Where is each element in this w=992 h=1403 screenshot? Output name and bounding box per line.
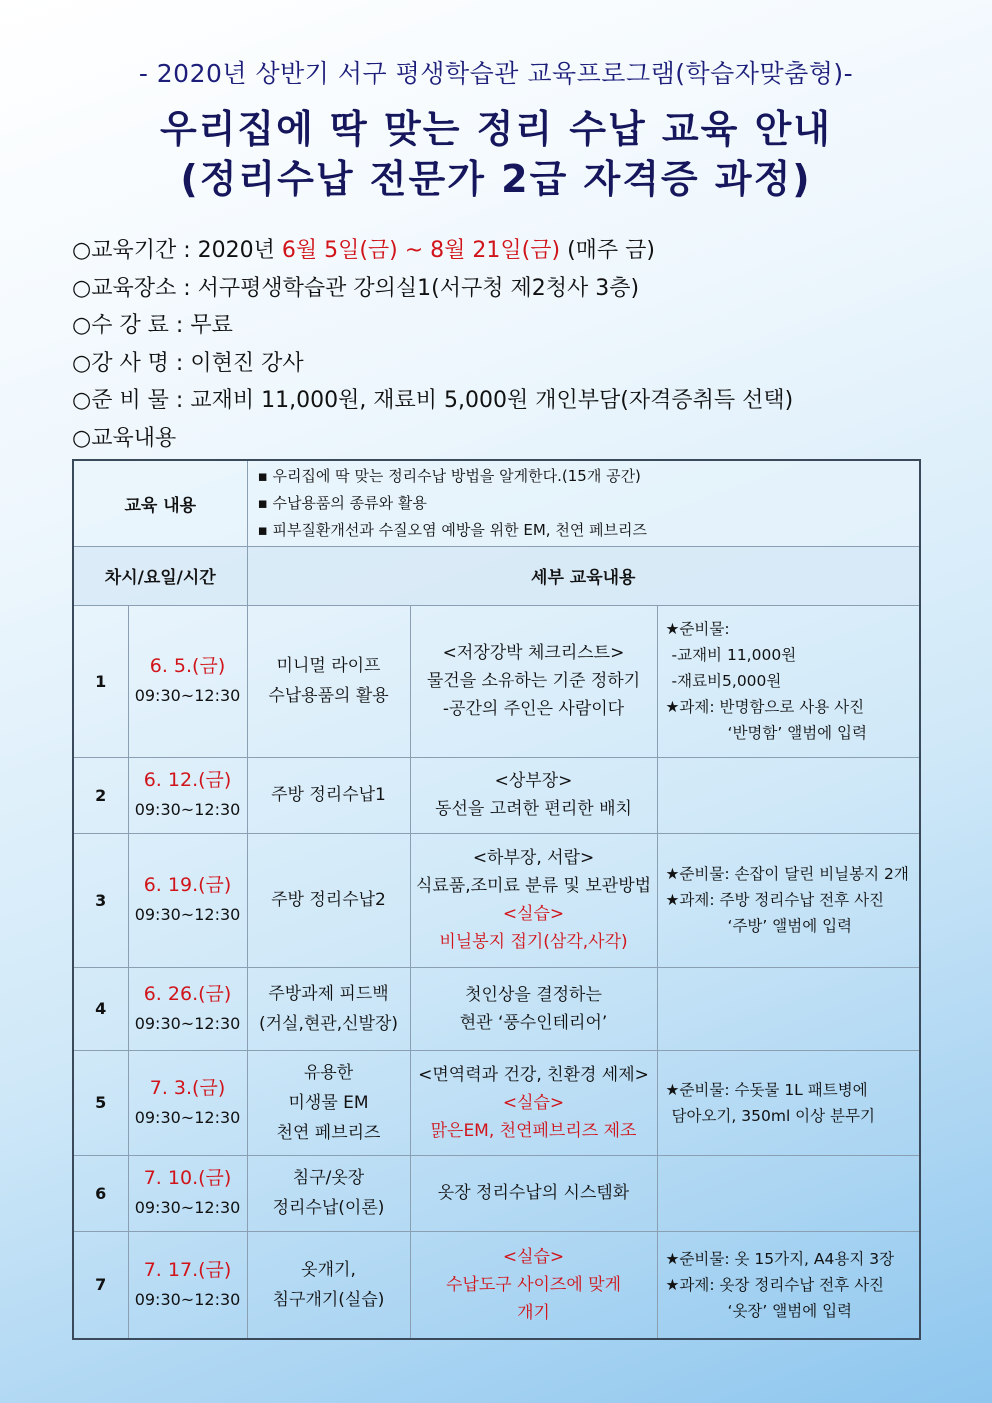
table-row xyxy=(73,1155,920,1231)
period-dates: 6월 5일(금) ~ 8월 21일(금) xyxy=(281,238,561,263)
practice-line: 수납도구 사이즈에 맞게 xyxy=(446,1274,622,1295)
session-number: 6 xyxy=(73,1155,128,1231)
prep-line: ★준비물: 옷 15가지, A4용지 3장 xyxy=(665,1249,895,1268)
session-prep xyxy=(657,1155,920,1231)
topic-line: 침구개기(실습) xyxy=(272,1289,385,1310)
info-list xyxy=(72,232,952,457)
table-row xyxy=(73,967,920,1050)
topic-line: 침구/옷장 xyxy=(292,1168,365,1188)
info-fee: ○수 강 료 : 무료 xyxy=(72,313,233,338)
detail-line: <저장강박 체크리스트> xyxy=(442,643,625,663)
session-date: 7. 10.(금) xyxy=(143,1167,232,1189)
practice-line: 비닐봉지 접기(삼각,사각) xyxy=(439,932,628,952)
topic-line: 정리수납(이론) xyxy=(272,1198,385,1218)
detail-line: <상부장> xyxy=(494,771,573,791)
topic-line: (거실,현관,신발장) xyxy=(259,1013,399,1034)
session-datetime xyxy=(128,967,247,1050)
practice-line: 맑은EM, 천연페브리즈 제조 xyxy=(430,1120,637,1141)
info-place: ○교육장소 : 서구평생학습관 강의실1(서구청 제2청사 3층) xyxy=(72,275,640,301)
page-title: 우리집에 딱 맞는 정리 수납 교육 안내 xyxy=(160,107,832,151)
content-bullet: ▪ 우리집에 딱 맞는 정리수납 방법을 알게한다.(15개 공간) xyxy=(258,463,920,490)
detail-line: 옷장 정리수납의 시스템화 xyxy=(437,1183,630,1203)
table-row xyxy=(73,605,920,757)
info-instructor: ○강 사 명 : 이현진 강사 xyxy=(72,350,304,376)
prep-line: ★준비물: xyxy=(665,620,730,638)
info-period: ○교육기간 : 2020년 6월 5일(금) ~ 8월 21일(금) (매주 금) xyxy=(72,238,656,263)
detail-line: 동선을 고려한 편리한 배치 xyxy=(435,799,632,819)
detail-line: 물건을 소유하는 기준 정하기 xyxy=(426,671,641,691)
session-number: 2 xyxy=(73,757,128,833)
subtitle: - 2020년 상반기 서구 평생학습관 교육프로그램(학습자맞춤형)- xyxy=(138,59,854,88)
session-detail xyxy=(410,1155,657,1231)
table-header-row xyxy=(73,546,920,605)
prep-line: ‘옷장’ 앨범에 입력 xyxy=(727,1301,853,1320)
prep-line: -재료비5,000원 xyxy=(671,672,782,690)
prep-line: ★준비물: 손잡이 달린 비닐봉지 2개 xyxy=(665,865,909,883)
session-detail xyxy=(410,1231,657,1339)
practice-line: <실습> xyxy=(502,1246,565,1267)
session-time: 09:30~12:30 xyxy=(134,686,241,705)
practice-line: <실습> xyxy=(502,1092,565,1113)
session-topic xyxy=(247,605,410,757)
session-number: 5 xyxy=(73,1050,128,1155)
topic-line: 주방과제 피드백 xyxy=(268,983,389,1004)
detail-line: <면역력과 건강, 친환경 세제> xyxy=(418,1064,649,1085)
prep-line: 담아오기, 350ml 이상 분무기 xyxy=(671,1106,875,1125)
session-prep xyxy=(657,1231,920,1339)
prep-line: -교재비 11,000원 xyxy=(671,646,797,664)
detail-line: 현관 ‘풍수인테리어’ xyxy=(459,1012,608,1033)
col-header-session: 차시/요일/시간 xyxy=(73,546,247,605)
session-detail xyxy=(410,967,657,1050)
session-detail xyxy=(410,757,657,833)
content-summary-row xyxy=(73,460,920,546)
info-materials: ○준 비 물 : 교재비 11,000원, 재료비 5,000원 개인부담(자격증취득 선택) xyxy=(72,388,794,413)
session-datetime xyxy=(128,833,247,967)
session-detail xyxy=(410,1050,657,1155)
session-date: 7. 17.(금) xyxy=(143,1258,232,1281)
table-row xyxy=(73,833,920,967)
detail-line: <하부장, 서랍> xyxy=(472,848,595,868)
session-topic xyxy=(247,833,410,967)
session-datetime xyxy=(128,757,247,833)
prep-line: ‘반명함’ 앨범에 입력 xyxy=(727,724,868,742)
session-topic xyxy=(247,757,410,833)
session-date: 6. 5.(금) xyxy=(149,655,226,677)
session-datetime xyxy=(128,605,247,757)
info-content-label: ○교육내용 xyxy=(72,425,177,451)
session-time: 09:30~12:30 xyxy=(134,1107,241,1127)
session-date: 6. 26.(금) xyxy=(143,982,232,1005)
session-time: 09:30~12:30 xyxy=(134,905,241,924)
prep-line: ★과제: 반명함으로 사용 사진 xyxy=(665,698,865,716)
prep-line: ‘주방’ 앨범에 입력 xyxy=(727,917,853,935)
topic-line: 옷개기, xyxy=(301,1259,356,1280)
session-datetime xyxy=(128,1155,247,1231)
practice-line: <실습> xyxy=(502,904,565,924)
page-title-course: (정리수납 전문가 2급 자격증 과정) xyxy=(180,157,812,201)
session-prep xyxy=(657,833,920,967)
session-topic xyxy=(247,1231,410,1339)
content-label: 교육 내용 xyxy=(73,460,247,546)
session-number: 1 xyxy=(73,605,128,757)
detail-line: 첫인상을 결정하는 xyxy=(465,984,602,1005)
content-bullets xyxy=(247,460,920,546)
topic-line: 천연 페브리즈 xyxy=(276,1122,381,1143)
detail-line: 식료품,조미료 분류 및 보관방법 xyxy=(415,876,652,896)
topic-line: 수납용품의 활용 xyxy=(268,686,389,706)
topic-line: 미니멀 라이프 xyxy=(276,656,381,676)
session-date: 6. 12.(금) xyxy=(143,769,232,791)
session-date: 6. 19.(금) xyxy=(143,874,232,896)
detail-line: -공간의 주인은 사람이다 xyxy=(442,699,625,719)
session-number: 3 xyxy=(73,833,128,967)
session-detail xyxy=(410,605,657,757)
session-prep xyxy=(657,967,920,1050)
session-datetime xyxy=(128,1050,247,1155)
session-detail xyxy=(410,833,657,967)
session-datetime xyxy=(128,1231,247,1339)
session-prep xyxy=(657,1050,920,1155)
prep-line: ★과제: 옷장 정리수납 전후 사진 xyxy=(665,1275,885,1294)
table-row xyxy=(73,1231,920,1339)
prep-line: ★준비물: 수돗물 1L 패트병에 xyxy=(665,1080,868,1099)
topic-line: 주방 정리수납1 xyxy=(271,785,386,805)
practice-line: 개기 xyxy=(517,1302,550,1323)
content-bullet: ▪ 수납용품의 종류와 활용 xyxy=(258,490,920,517)
topic-line: 유용한 xyxy=(303,1062,354,1083)
session-time: 09:30~12:30 xyxy=(134,1013,241,1033)
session-topic xyxy=(247,1050,410,1155)
session-date: 7. 3.(금) xyxy=(149,1076,226,1099)
session-topic xyxy=(247,967,410,1050)
session-time: 09:30~12:30 xyxy=(134,800,241,819)
table-row xyxy=(73,1050,920,1155)
session-prep xyxy=(657,757,920,833)
session-time: 09:30~12:30 xyxy=(134,1198,241,1217)
session-number: 7 xyxy=(73,1231,128,1339)
content-bullet: ▪ 피부질환개선과 수질오염 예방을 위한 EM, 천연 페브리즈 xyxy=(258,517,920,544)
session-time: 09:30~12:30 xyxy=(134,1289,241,1309)
session-number: 4 xyxy=(73,967,128,1050)
col-header-detail: 세부 교육내용 xyxy=(247,546,920,605)
prep-line: ★과제: 주방 정리수납 전후 사진 xyxy=(665,891,885,909)
session-prep xyxy=(657,605,920,757)
topic-line: 미생물 EM xyxy=(288,1092,369,1113)
session-topic xyxy=(247,1155,410,1231)
table-row xyxy=(73,757,920,833)
topic-line: 주방 정리수납2 xyxy=(271,890,386,910)
schedule-table xyxy=(72,459,921,1340)
